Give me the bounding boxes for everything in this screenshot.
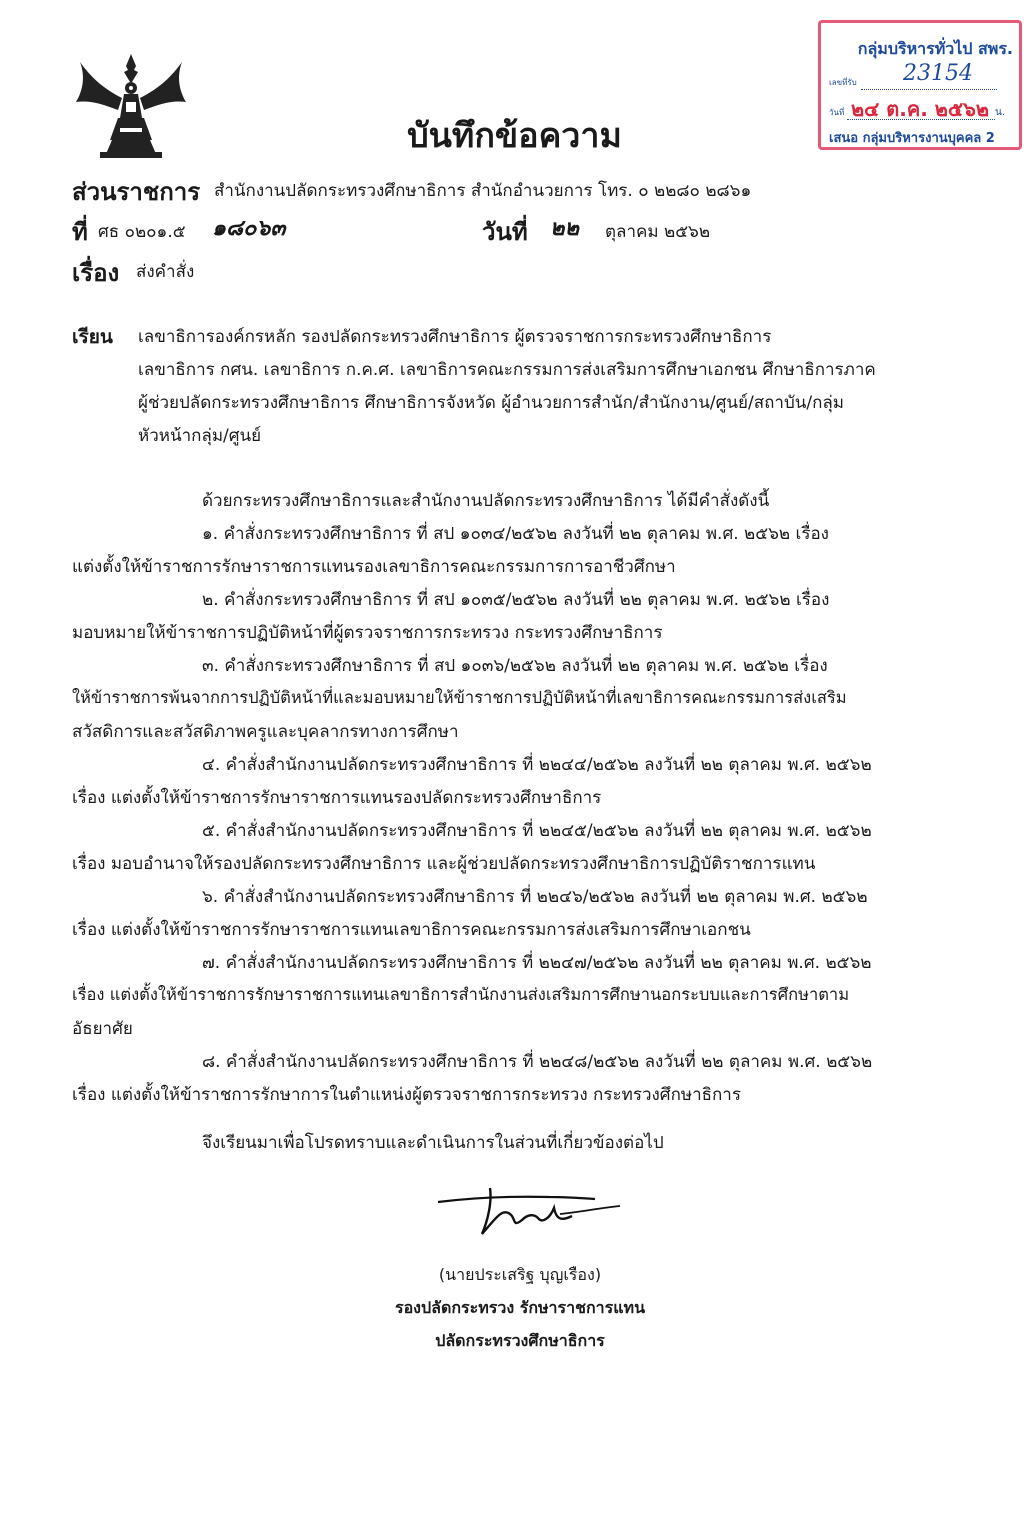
- to-line: เลขาธิการองค์กรหลัก รองปลัดกระทรวงศึกษาธิการ ผู้ตรวจราชการกระทรวงศึกษาธิการ: [138, 327, 772, 347]
- ref-label: ที่: [72, 218, 88, 246]
- stamp-title: กลุ่มบริหารทั่วไป สพร.: [857, 39, 1013, 58]
- order-item: ๓. คำสั่งกระทรวงศึกษาธิการ ที่ สป ๑๐๓๖/๒๕๖๒ ลงวันที่ ๒๒ ตุลาคม พ.ศ. ๒๕๖๒ เรื่อง: [202, 656, 828, 676]
- order-item-cont: ให้ข้าราชการพ้นจากการปฏิบัติหน้าที่และมอบหมายให้ข้าราชการปฏิบัติหน้าที่เลขาธิการคณะกรรมการส่งเสริม: [72, 688, 847, 707]
- ref-prefix: ศธ ๐๒๐๑.๕: [98, 222, 186, 242]
- closing-text: จึงเรียนมาเพื่อโปรดทราบและดำเนินการในส่วนที่เกี่ยวข้องต่อไป: [202, 1133, 664, 1153]
- order-item-cont: เรื่อง แต่งตั้งให้ข้าราชการรักษาราชการแทนเลขาธิการคณะกรรมการส่งเสริมการศึกษาเอกชน: [72, 920, 751, 940]
- stamp-received-number: 23154: [903, 61, 973, 86]
- to-line: ผู้ช่วยปลัดกระทรวงศึกษาธิการ ศึกษาธิการจังหวัด ผู้อำนวยการสำนัก/สำนักงาน/ศูนย์/สถาบัน/กลุ่ม: [138, 393, 844, 413]
- stamp-date-label: วันที่: [829, 108, 845, 117]
- agency-value: สำนักงานปลัดกระทรวงศึกษาธิการ สำนักอำนวยการ โทร. ๐ ๒๒๘๐ ๒๘๖๑: [214, 181, 752, 201]
- stamp-dotted-line: [861, 89, 997, 90]
- subject-label: เรื่อง: [72, 259, 120, 287]
- order-item: ๕. คำสั่งสำนักงานปลัดกระทรวงศึกษาธิการ ที่ ๒๒๔๕/๒๕๖๒ ลงวันที่ ๒๒ ตุลาคม พ.ศ. ๒๕๖๒: [202, 821, 872, 841]
- order-item-cont: มอบหมายให้ข้าราชการปฏิบัติหน้าที่ผู้ตรวจราชการกระทรวง กระทรวงศึกษาธิการ: [72, 623, 663, 643]
- handwritten-signature: [430, 1178, 630, 1248]
- ref-number: ๑๘๐๖๓: [212, 215, 286, 241]
- stamp-received-label: เลขที่รับ: [829, 78, 857, 87]
- body-intro: ด้วยกระทรวงศึกษาธิการและสำนักงานปลัดกระทรวงศึกษาธิการ ได้มีคำสั่งดังนี้: [202, 491, 770, 511]
- order-item-cont: เรื่อง มอบอำนาจให้รองปลัดกระทรวงศึกษาธิการ และผู้ช่วยปลัดกระทรวงศึกษาธิการปฏิบัติราชการแทน: [72, 854, 816, 874]
- order-item: ๑. คำสั่งกระทรวงศึกษาธิการ ที่ สป ๑๐๓๔/๒๕๖๒ ลงวันที่ ๒๒ ตุลาคม พ.ศ. ๒๕๖๒ เรื่อง: [202, 524, 829, 544]
- order-item-cont: เรื่อง แต่งตั้งให้ข้าราชการรักษาราชการแทนเลขาธิการสำนักงานส่งเสริมการศึกษานอกระบบและการศึกษาตาม: [72, 985, 850, 1004]
- date-label: วันที่: [482, 218, 528, 246]
- agency-label: ส่วนราชการ: [72, 178, 201, 206]
- signatory-position: รองปลัดกระทรวง รักษาราชการแทน: [394, 1298, 646, 1317]
- to-label: เรียน: [72, 326, 113, 348]
- order-item: ๒. คำสั่งกระทรวงศึกษาธิการ ที่ สป ๑๐๓๕/๒๕๖๒ ลงวันที่ ๒๒ ตุลาคม พ.ศ. ๒๕๖๒ เรื่อง: [202, 590, 830, 610]
- stamp-date: ๒๔ ต.ค. ๒๕๖๒: [851, 97, 990, 121]
- stamp-date-suffix: น.: [995, 107, 1006, 118]
- order-item: ๖. คำสั่งสำนักงานปลัดกระทรวงศึกษาธิการ ที่ ๒๒๔๖/๒๕๖๒ ลงวันที่ ๒๒ ตุลาคม พ.ศ. ๒๕๖๒: [202, 887, 868, 907]
- to-line: หัวหน้ากลุ่ม/ศูนย์: [138, 426, 262, 446]
- to-line: เลขาธิการ กศน. เลขาธิการ ก.ค.ศ. เลขาธิการคณะกรรมการส่งเสริมการศึกษาเอกชน ศึกษาธิการภาค: [138, 360, 876, 380]
- order-item: ๘. คำสั่งสำนักงานปลัดกระทรวงศึกษาธิการ ที่ ๒๒๔๘/๒๕๖๒ ลงวันที่ ๒๒ ตุลาคม พ.ศ. ๒๕๖๒: [202, 1052, 873, 1072]
- subject-value: ส่งคำสั่ง: [136, 262, 195, 282]
- order-item: ๗. คำสั่งสำนักงานปลัดกระทรวงศึกษาธิการ ที่ ๒๒๔๗/๒๕๖๒ ลงวันที่ ๒๒ ตุลาคม พ.ศ. ๒๕๖๒: [202, 953, 872, 973]
- signatory-name: (นายประเสริฐ บุญเรือง): [438, 1265, 602, 1284]
- order-item-cont: แต่งตั้งให้ข้าราชการรักษาราชการแทนรองเลขาธิการคณะกรรมการการอาชีวศึกษา: [72, 557, 676, 577]
- order-item-cont: เรื่อง แต่งตั้งให้ข้าราชการรักษาการในตำแหน่งผู้ตรวจราชการกระทรวง กระทรวงศึกษาธิการ: [72, 1085, 741, 1105]
- order-item: ๔. คำสั่งสำนักงานปลัดกระทรวงศึกษาธิการ ที่ ๒๒๔๔/๒๕๖๒ ลงวันที่ ๒๒ ตุลาคม พ.ศ. ๒๕๖๒: [202, 755, 872, 775]
- order-item-cont: สวัสดิการและสวัสดิภาพครูและบุคลากรทางการศึกษา: [72, 722, 459, 742]
- stamp-forward-to: เสนอ กลุ่มบริหารงานบุคคล 2: [829, 131, 995, 146]
- date-rest: ตุลาคม ๒๕๖๒: [605, 222, 711, 242]
- signatory-position: ปลัดกระทรวงศึกษาธิการ: [435, 1331, 605, 1350]
- order-item-cont: เรื่อง แต่งตั้งให้ข้าราชการรักษาราชการแทนรองปลัดกระทรวงศึกษาธิการ: [72, 788, 602, 808]
- order-item-cont: อัธยาศัย: [72, 1019, 133, 1039]
- date-day: ๒๒: [550, 215, 580, 241]
- receiving-stamp: [818, 20, 1022, 150]
- stamp-dotted-line: [847, 119, 995, 120]
- memo-title: บันทึกข้อความ: [407, 116, 622, 156]
